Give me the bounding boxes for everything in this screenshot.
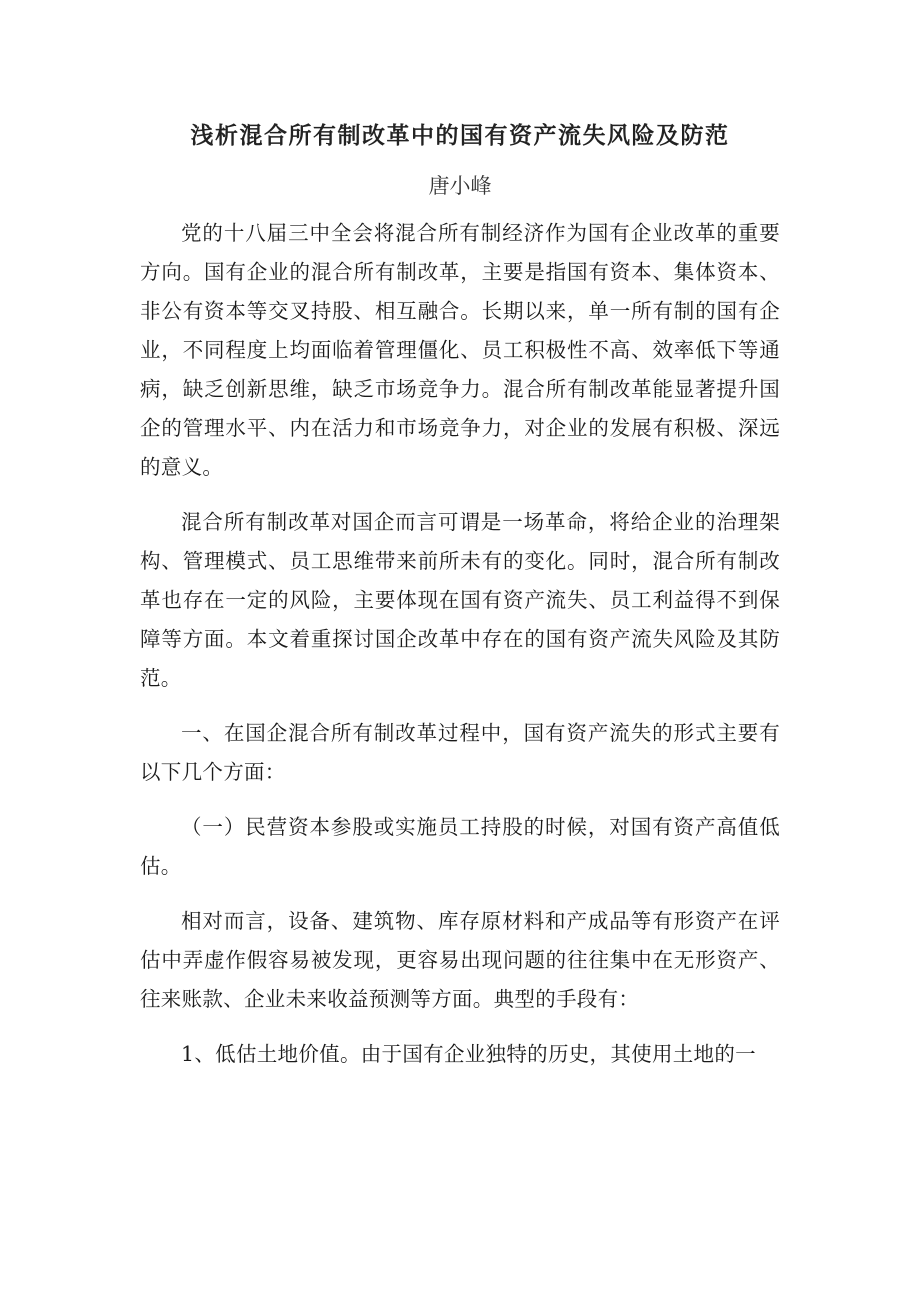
section-heading: 一、在国企混合所有制改革过程中，国有资产流失的形式主要有以下几个方面： xyxy=(140,721,780,784)
subsection-heading: （一）民营资本参股或实施员工持股的时候，对国有资产高值低估。 xyxy=(140,815,780,878)
document-author: 唐小峰 xyxy=(428,174,492,198)
list-item: 1、低估土地价值。由于国有企业独特的历史，其使用土地的一 xyxy=(181,1042,756,1066)
paragraph: 党的十八届三中全会将混合所有制经济作为国有企业改革的重要方向。国有企业的混合所有制改革，主要是指国有资本、集体资本、非公有资本等交叉持股、相互融合。长期以来，单一所有制的国有企业，不同程度上均面临着管理僵化、员工积极性不高、效率低下等通病，缺乏创新思维，缺乏市场竞争力。混合所有制改革能显著提升国企的管理水平、内在活力和市场竞争力，对企业的发展有积极、深远的意义。 xyxy=(140,221,780,479)
document-page xyxy=(140,112,780,1090)
document-title: 浅析混合所有制改革中的国有资产流失风险及防范 xyxy=(190,123,730,149)
paragraph: 相对而言，设备、建筑物、库存原材料和产成品等有形资产在评估中弄虚作假容易被发现，更容易出现问题的往往集中在无形资产、往来账款、企业未来收益预测等方面。典型的手段有： xyxy=(140,909,780,1011)
paragraph: 混合所有制改革对国企而言可谓是一场革命，将给企业的治理架构、管理模式、员工思维带来前所未有的变化。同时，混合所有制改革也存在一定的风险，主要体现在国有资产流失、员工利益得不到保障等方面。本文着重探讨国企改革中存在的国有资产流失风险及其防范。 xyxy=(140,510,780,690)
